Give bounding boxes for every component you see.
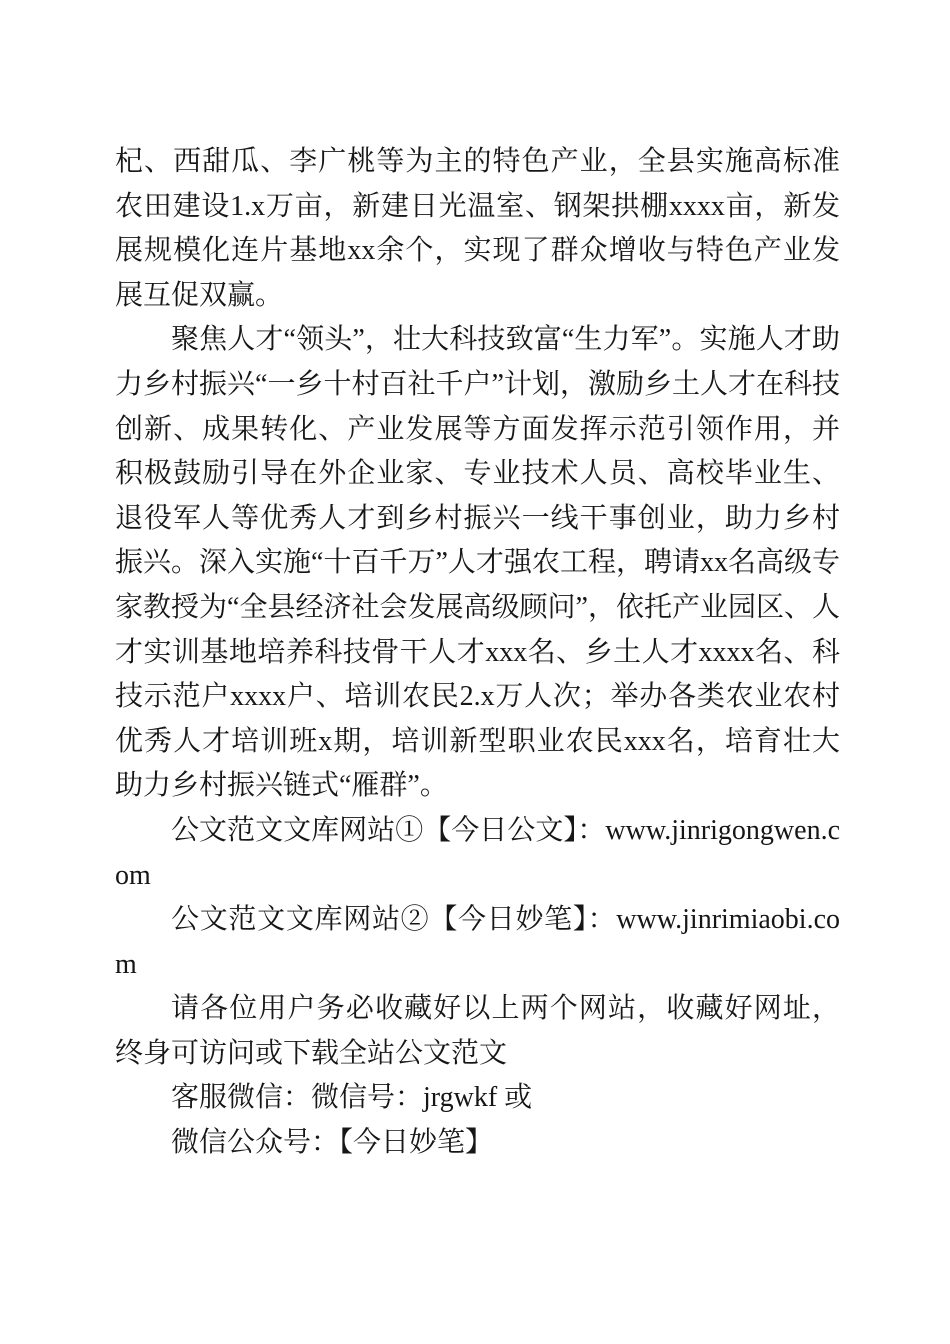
paragraph-bookmark-notice: 请各位用户务必收藏好以上两个网站，收藏好网址，终身可访问或下载全站公文范文 bbox=[115, 993, 840, 1069]
paragraph-customer-service-wechat: 客服微信：微信号：jrgwkf 或 bbox=[171, 1082, 533, 1114]
paragraph-website-2-jinrimiaobi: 公文范文文库网站②【今日妙笔】：www.jinrimiaobi.com bbox=[115, 904, 840, 980]
paragraph-wechat-official-account: 微信公众号：【今日妙笔】 bbox=[171, 1127, 494, 1159]
paragraph-feature-industry-continuation: 杞、西甜瓜、李广桃等为主的特色产业，全县实施高标准农田建设1.x万亩，新建日光温室、钢架拱棚xxxx亩，新发展规模化连片基地xx余个，实现了群众增收与特色产业发展互促双赢。 bbox=[115, 146, 840, 311]
document-body bbox=[115, 140, 840, 1166]
paragraph-website-1-jinrigongwen: 公文范文文库网站①【今日公文】：www.jinrigongwen.com bbox=[115, 814, 840, 891]
paragraph-talent-revitalization: 聚焦人才“领头”，壮大科技致富“生力军”。实施人才助力乡村振兴“一乡十村百社千户”计划，激励乡土人才在科技创新、成果转化、产业发展等方面发挥示范引领作用，并积极鼓励引导在外企业家、专业技术人员、高校毕业生、退役军人等优秀人才到乡村振兴一线干事创业，助力乡村振兴。深入实施“十百千万”人才强农工程，聘请xx名高级专家教授为“全县经济社会发展高级顾问”，依托产业园区、人才实训基地培养科技骨干人才xxx名、乡土人才xxxx名、科技示范户xxxx户、培训农民2.x万人次；举办各类农业农村优秀人才培训班x期，培训新型职业农民xxx名，培育壮大助力乡村振兴链式“雁群”。 bbox=[115, 324, 840, 802]
